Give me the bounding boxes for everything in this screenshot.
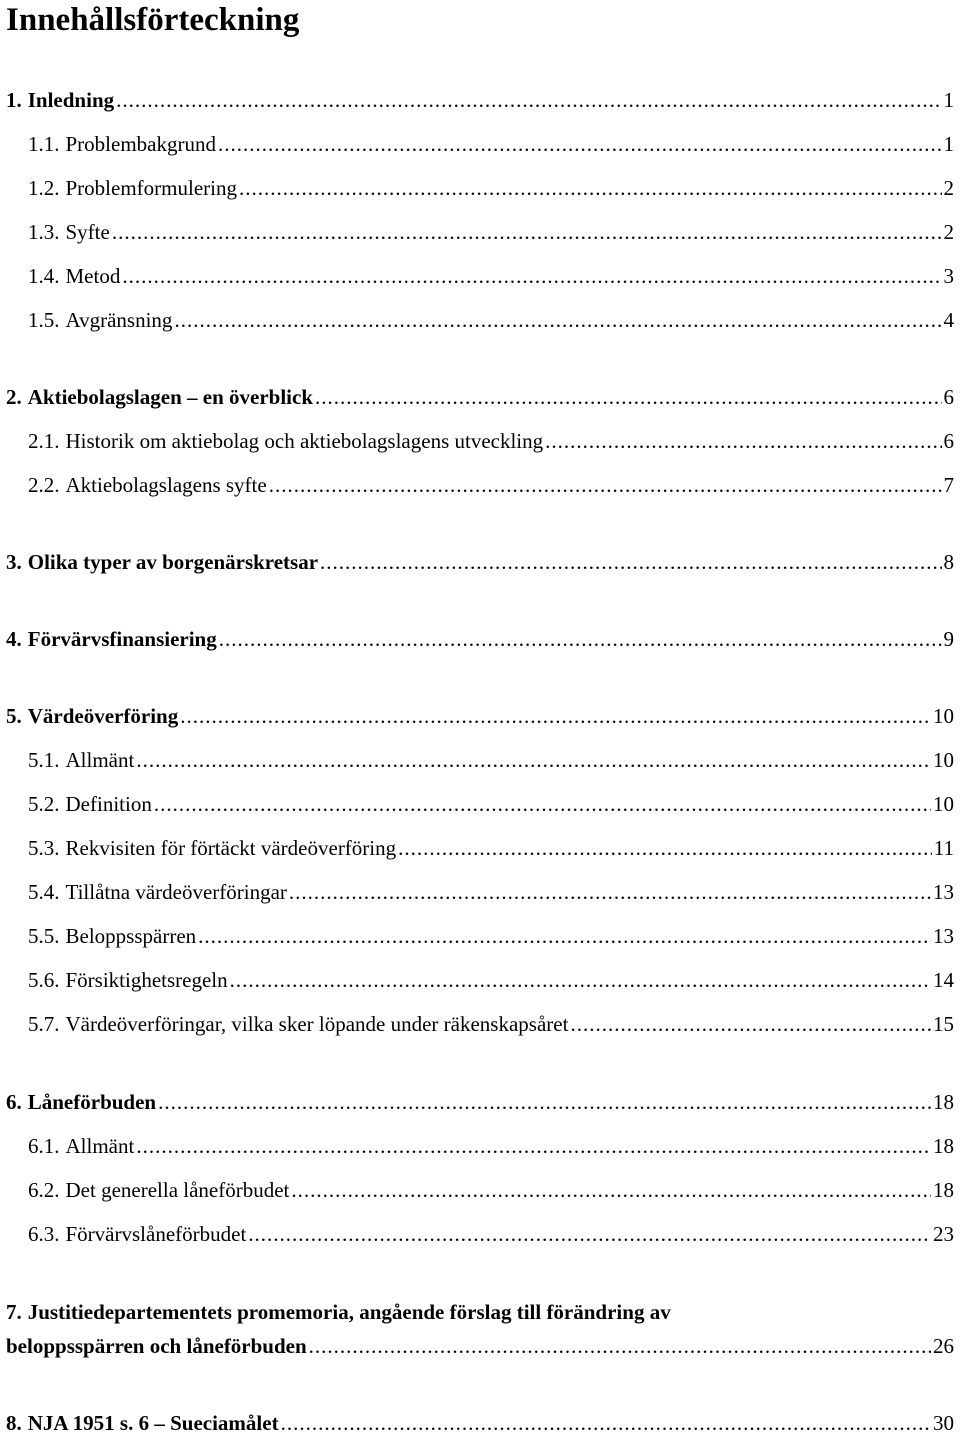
toc-entry-title: Förvärvslåneförbudet <box>65 1222 247 1246</box>
toc-page-number: 26 <box>933 1334 954 1358</box>
toc-entry-number: 7. <box>6 1300 22 1324</box>
toc-entry-number: 5. <box>6 704 22 728</box>
toc-entry[interactable] <box>28 747 954 773</box>
toc-page-number: 7 <box>943 473 954 497</box>
toc-chapter-entry[interactable] <box>6 1333 954 1359</box>
toc-page-number: 8 <box>943 550 954 574</box>
toc-entry[interactable] <box>28 1011 954 1037</box>
toc-entry-title: Inledning <box>27 88 115 112</box>
dot-leader <box>289 879 931 905</box>
dot-leader <box>112 219 942 245</box>
toc-entry-title: Aktiebolagslagen – en överblick <box>27 385 314 409</box>
toc-entry[interactable] <box>28 219 954 245</box>
toc-entry-title: Försiktighetsregeln <box>65 968 228 992</box>
toc-entry-title: Allmänt <box>65 1134 135 1158</box>
toc-entry-title: Värdeöverföring <box>27 704 179 728</box>
dot-leader <box>198 923 931 949</box>
toc-entry-title: beloppsspärren och låneförbuden <box>6 1334 307 1358</box>
toc-chapter-entry[interactable] <box>6 703 954 729</box>
toc-entry[interactable] <box>6 1299 671 1325</box>
dot-leader <box>239 175 942 201</box>
toc-entry-number: 1.4. <box>28 264 60 288</box>
toc-page-number: 10 <box>933 792 954 816</box>
toc-page-number: 14 <box>933 968 954 992</box>
dot-leader <box>136 1133 931 1159</box>
toc-entry[interactable] <box>28 428 954 454</box>
dot-leader <box>154 791 931 817</box>
dot-leader <box>174 307 941 333</box>
toc-page-number: 9 <box>943 627 954 651</box>
toc-page-number: 2 <box>943 176 954 200</box>
dot-leader <box>180 703 931 729</box>
dot-leader <box>291 1177 931 1203</box>
dot-leader <box>219 626 942 652</box>
toc-page-number: 1 <box>943 88 954 112</box>
toc-entry-title: Definition <box>65 792 152 816</box>
toc-entry-number: 1.5. <box>28 308 60 332</box>
toc-entry-title: Metod <box>65 264 121 288</box>
toc-entry[interactable] <box>28 1177 954 1203</box>
toc-entry-title: NJA 1951 s. 6 – Sueciamålet <box>27 1411 279 1435</box>
toc-entry-title: Allmänt <box>65 748 135 772</box>
toc-page-number: 18 <box>933 1178 954 1202</box>
toc-entry-title: Problemformulering <box>65 176 237 200</box>
toc-entry-number: 1.2. <box>28 176 60 200</box>
toc-entry-number: 2. <box>6 385 22 409</box>
toc-entry-title: Förvärvsfinansiering <box>27 627 217 651</box>
toc-entry[interactable] <box>28 835 954 861</box>
toc-entry-title: Aktiebolagslagens syfte <box>65 473 267 497</box>
toc-page-number: 15 <box>933 1012 954 1036</box>
toc-entry-number: 5.1. <box>28 748 60 772</box>
toc-page-number: 2 <box>943 220 954 244</box>
toc-entry-title: Värdeöverföringar, vilka sker löpande under räkenskapsåret <box>65 1012 569 1036</box>
page-title: Innehållsförteckning <box>6 2 300 38</box>
dot-leader <box>309 1333 931 1359</box>
dot-leader <box>315 384 941 410</box>
toc-entry-title: Tillåtna värdeöverföringar <box>65 880 287 904</box>
toc-entry-number: 1. <box>6 88 22 112</box>
toc-page-number: 13 <box>933 880 954 904</box>
toc-entry[interactable] <box>28 923 954 949</box>
toc-entry-title: Beloppsspärren <box>65 924 197 948</box>
toc-page-number: 30 <box>933 1411 954 1435</box>
toc-page-number: 4 <box>943 308 954 332</box>
toc-entry-title: Avgränsning <box>65 308 173 332</box>
toc-entry[interactable] <box>28 1221 954 1247</box>
toc-page-number: 10 <box>933 704 954 728</box>
toc-entry-number: 2.2. <box>28 473 60 497</box>
toc-entry-number: 3. <box>6 550 22 574</box>
toc-chapter-entry[interactable] <box>6 1410 954 1436</box>
dot-leader <box>122 263 941 289</box>
toc-entry-number: 2.1. <box>28 429 60 453</box>
toc-entry-number: 5.3. <box>28 836 60 860</box>
dot-leader <box>230 967 931 993</box>
toc-entry-title: Justitiedepartementets promemoria, angående förslag till förändring av <box>27 1300 671 1324</box>
toc-page-number: 1 <box>943 132 954 156</box>
toc-entry-number: 4. <box>6 627 22 651</box>
toc-entry[interactable] <box>28 263 954 289</box>
toc-entry[interactable] <box>28 175 954 201</box>
toc-entry-number: 5.6. <box>28 968 60 992</box>
toc-entry[interactable] <box>28 967 954 993</box>
dot-leader <box>281 1410 931 1436</box>
toc-entry[interactable] <box>28 307 954 333</box>
toc-page-number: 11 <box>933 836 954 860</box>
toc-page-number: 18 <box>933 1134 954 1158</box>
toc-page-number: 6 <box>943 385 954 409</box>
toc-page-number: 18 <box>933 1090 954 1114</box>
toc-entry-number: 6.1. <box>28 1134 60 1158</box>
toc-page-number: 23 <box>933 1222 954 1246</box>
toc-entry-number: 5.2. <box>28 792 60 816</box>
dot-leader <box>116 87 941 113</box>
toc-entry-title: Rekvisiten för förtäckt värdeöverföring <box>65 836 397 860</box>
dot-leader <box>545 428 941 454</box>
toc-entry-title: Syfte <box>65 220 110 244</box>
toc-entry-number: 1.1. <box>28 132 60 156</box>
toc-entry-number: 6.2. <box>28 1178 60 1202</box>
dot-leader <box>158 1089 931 1115</box>
toc-entry-number: 5.4. <box>28 880 60 904</box>
dot-leader <box>136 747 931 773</box>
toc-entry-title: Det generella låneförbudet <box>65 1178 290 1202</box>
toc-entry[interactable] <box>28 1133 954 1159</box>
dot-leader <box>570 1011 931 1037</box>
dot-leader <box>269 472 942 498</box>
toc-page-number: 3 <box>943 264 954 288</box>
toc-entry[interactable] <box>28 131 954 157</box>
toc-entry-number: 5.5. <box>28 924 60 948</box>
dot-leader <box>248 1221 931 1247</box>
toc-chapter-entry[interactable] <box>6 626 954 652</box>
toc-entry-title: Olika typer av borgenärskretsar <box>27 550 319 574</box>
toc-chapter-entry[interactable] <box>6 549 954 575</box>
dot-leader <box>218 131 942 157</box>
toc-entry-number: 8. <box>6 1411 22 1435</box>
toc-page-number: 10 <box>933 748 954 772</box>
toc-entry-number: 6.3. <box>28 1222 60 1246</box>
toc-entry-title: Problembakgrund <box>65 132 216 156</box>
toc-entry[interactable] <box>28 879 954 905</box>
toc-page-number: 6 <box>943 429 954 453</box>
toc-entry-number: 5.7. <box>28 1012 60 1036</box>
toc-entry-title: Låneförbuden <box>27 1090 157 1114</box>
dot-leader <box>398 835 932 861</box>
toc-entry[interactable] <box>28 791 954 817</box>
toc-entry-number: 6. <box>6 1090 22 1114</box>
toc-chapter-entry[interactable] <box>6 1089 954 1115</box>
toc-chapter-entry[interactable] <box>6 384 954 410</box>
toc-entry[interactable] <box>28 472 954 498</box>
toc-page-number: 13 <box>933 924 954 948</box>
toc-entry-title: Historik om aktiebolag och aktiebolagslagens utveckling <box>65 429 544 453</box>
dot-leader <box>320 549 941 575</box>
toc-entry-number: 1.3. <box>28 220 60 244</box>
toc-chapter-entry[interactable] <box>6 87 954 113</box>
